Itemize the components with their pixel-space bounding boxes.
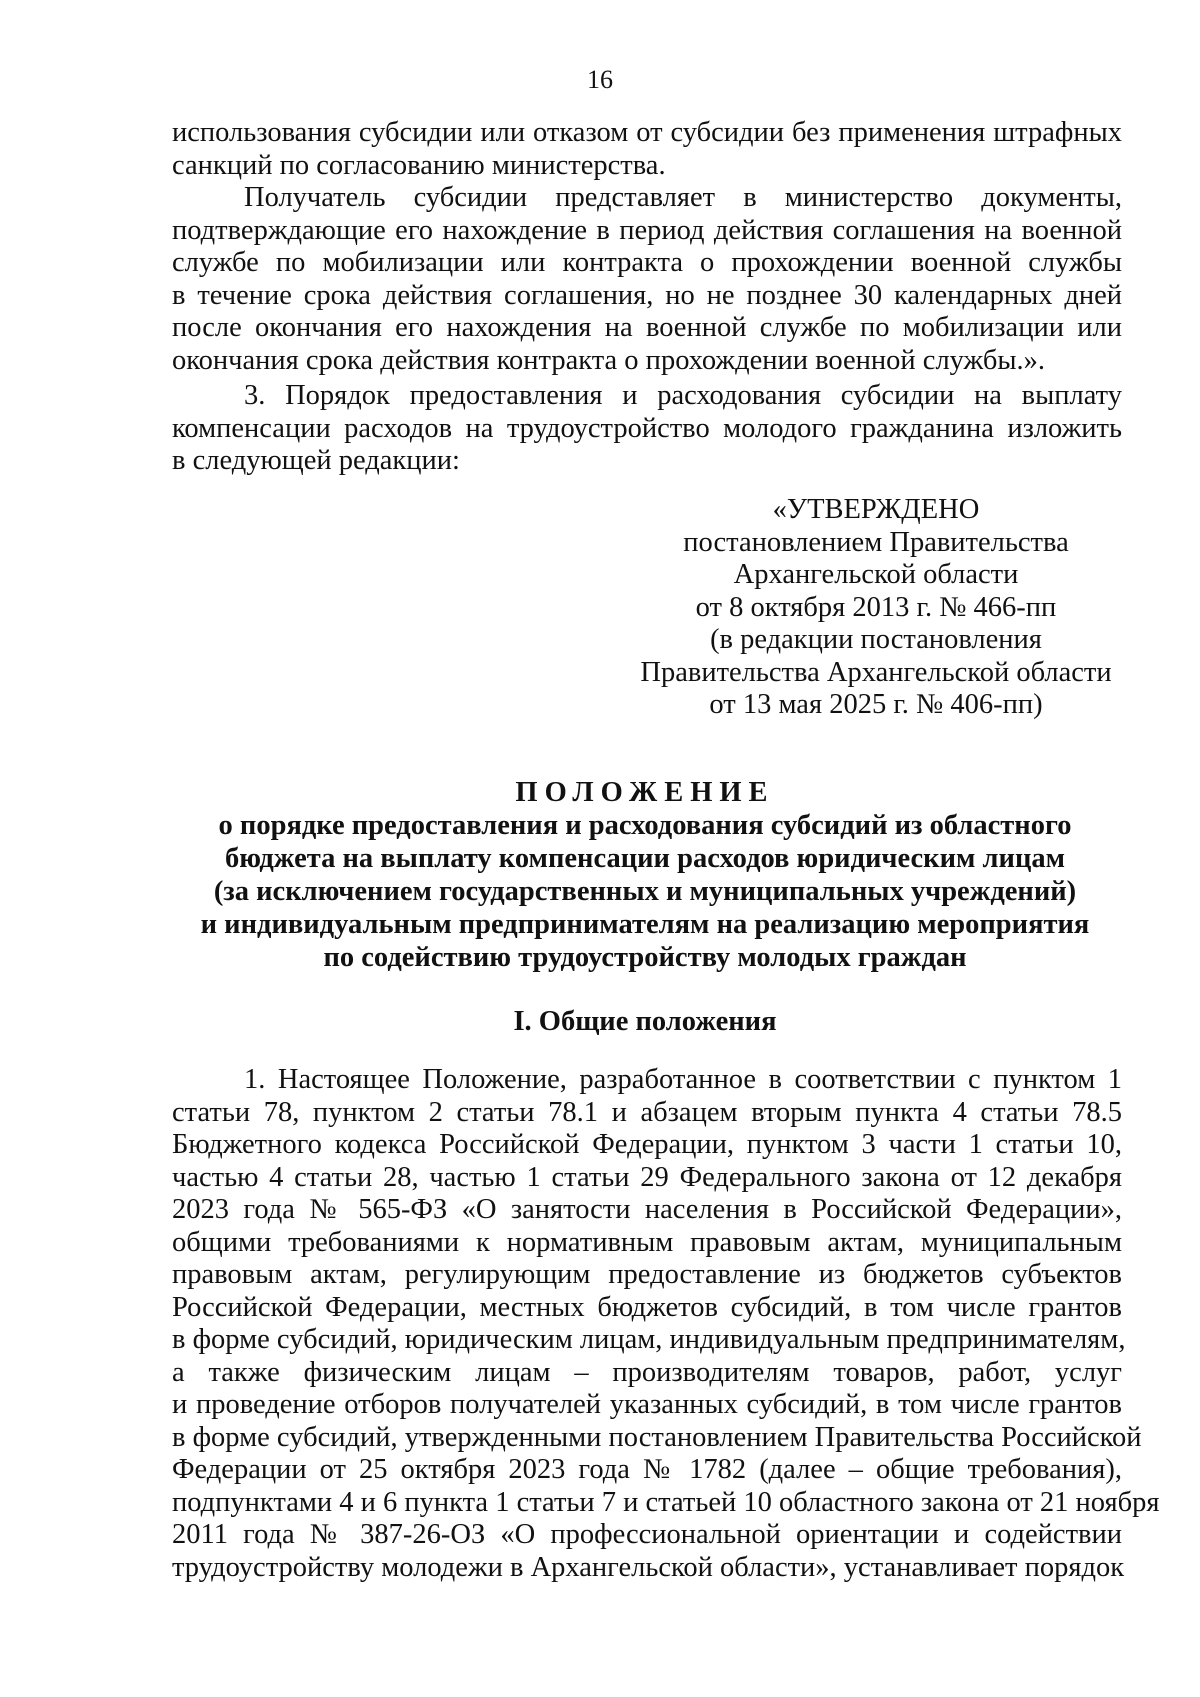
approval-line: от 13 мая 2025 г. № 406-пп)	[709, 689, 1043, 720]
text-line: 2011 года № 387-26-ОЗ «О профессиональной ориентации и содействии	[172, 1519, 1122, 1550]
title-subtitle-line: бюджета на выплату компенсации расходов юридическим лицам	[224, 843, 1066, 874]
text-line: Российской Федерации, местных бюджетов субсидий, в том числе грантов	[172, 1291, 1122, 1323]
title-subtitle-line: и индивидуальным предпринимателям на реализацию мероприятия	[200, 909, 1090, 940]
paragraph-continuation	[172, 117, 1122, 182]
text-line: 1. Настоящее Положение, разработанное в соответствии с пунктом 1	[244, 1064, 1122, 1095]
text-line: службе по мобилизации или контракта о прохождении военной службы	[172, 247, 1122, 278]
text-line: подтверждающие его нахождение в период действия соглашения на военной	[172, 214, 1122, 246]
paragraph-item-3	[172, 380, 1122, 478]
text-line: Бюджетного кодекса Российской Федерации, пунктом 3 части 1 статьи 10,	[172, 1129, 1122, 1160]
text-line: правовым актам, регулирующим предоставление из бюджетов субъектов	[172, 1259, 1122, 1290]
text-line: Федерации от 25 октября 2023 года № 1782 (далее – общие требования),	[172, 1454, 1122, 1485]
text-line: общими требованиями к нормативным правовым актам, муниципальным	[172, 1226, 1122, 1258]
text-line: в следующей редакции:	[172, 445, 460, 476]
paragraph-recipient-documents	[172, 182, 1122, 377]
approval-stamp	[636, 494, 1116, 722]
document-title	[160, 776, 1130, 974]
approval-line: «УТВЕРЖДЕНО	[772, 494, 980, 525]
title-subtitle-line: о порядке предоставления и расходования субсидий из областного	[218, 810, 1072, 841]
approval-line: постановлением Правительства	[683, 526, 1069, 558]
text-line: в форме субсидий, юридическим лицам, индивидуальным предпринимателям,	[172, 1324, 1126, 1355]
text-line: компенсации расходов на трудоустройство молодого гражданина изложить	[172, 412, 1122, 444]
text-line: после окончания его нахождения на военной службе по мобилизации или	[172, 312, 1122, 343]
text-line: 3. Порядок предоставления и расходования субсидии на выплату	[244, 380, 1122, 411]
text-line: санкций по согласованию министерства.	[172, 149, 666, 181]
approval-line: от 8 октября 2013 г. № 466-пп	[695, 591, 1057, 623]
text-line: статьи 78, пунктом 2 статьи 78.1 и абзацем вторым пункта 4 статьи 78.5	[172, 1096, 1122, 1128]
section-heading: I. Общие положения	[513, 1006, 777, 1037]
text-line: и проведение отборов получателей указанных субсидий, в том числе грантов	[172, 1389, 1122, 1420]
approval-line: Архангельской области	[733, 559, 1019, 590]
page-number: 16	[587, 65, 613, 94]
text-line: окончания срока действия контракта о прохождении военной службы.».	[172, 344, 1046, 376]
text-line: в форме субсидий, утвержденными постановлением Правительства Российской	[172, 1421, 1142, 1453]
title-heading: ПОЛОЖЕНИЕ	[515, 777, 775, 808]
text-line: частью 4 статьи 28, частью 1 статьи 29 Федерального закона от 12 декабря	[172, 1161, 1122, 1193]
text-line: в течение срока действия соглашения, но не позднее 30 календарных дней	[172, 279, 1122, 311]
text-line: трудоустройству молодежи в Архангельской области», устанавливает порядок	[172, 1551, 1125, 1583]
title-subtitle-line: (за исключением государственных и муниципальных учреждений)	[213, 876, 1077, 907]
text-line: а также физическим лицам – производителям товаров, работ, услуг	[172, 1356, 1122, 1388]
text-line: Получатель субсидии представляет в министерство документы,	[244, 182, 1122, 213]
approval-line: (в редакции постановления	[710, 624, 1042, 655]
paragraph-section-1-item-1	[172, 1064, 1160, 1584]
title-subtitle-line: по содействию трудоустройству молодых граждан	[323, 942, 967, 973]
text-line: подпунктами 4 и 6 пункта 1 статьи 7 и статьей 10 областного закона от 21 ноября	[172, 1486, 1160, 1518]
text-line: использования субсидии или отказом от субсидии без применения штрафных	[172, 117, 1122, 148]
text-line: 2023 года № 565-ФЗ «О занятости населения в Российской Федерации»,	[172, 1194, 1122, 1225]
approval-line: Правительства Архангельской области	[640, 656, 1112, 688]
